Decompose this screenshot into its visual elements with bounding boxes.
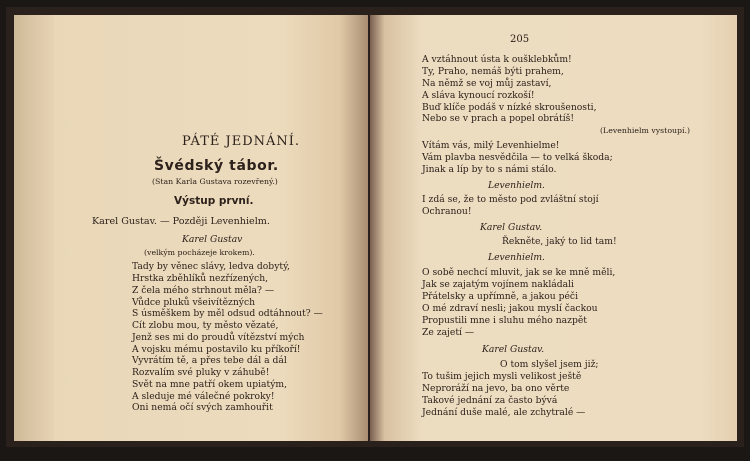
verse-line: Z čela mého strhnout měla? — <box>132 285 275 296</box>
speaker-name: Levenhielm. <box>488 252 545 263</box>
verse-line: A sleduje mé válečné pokroky! <box>132 391 275 402</box>
verse-line: Vyvrátím tě, a přes tebe dál a dál <box>132 355 287 366</box>
verse-line: Vítám vás, milý Levenhielme! <box>422 140 560 151</box>
verse-line: Svět na mne patří okem upiatým, <box>132 379 288 390</box>
verse-line: O sobě nechcí mluvit, jak se ke mně měli, <box>422 267 616 278</box>
act-title: Švédský tábor. <box>154 158 279 174</box>
verse-line: Jednání duše malé, ale zchytralé — <box>422 407 586 418</box>
verse-line: To tušim jejich mysli velikost ještě <box>422 371 582 382</box>
page-number: 205 <box>510 34 530 45</box>
speaker-name: Karel Gustav. <box>480 222 543 233</box>
verse-line: A vojsku mému postavilo ku příkoří! <box>132 344 301 355</box>
stage-direction: (Levenhielm vystoupí.) <box>600 126 691 135</box>
scene-heading: Výstup první. <box>174 195 254 207</box>
verse-line: Jak se zajatým vojínem nakládali <box>422 279 574 290</box>
verse-line: Tady by věnec slávy, ledva dobytý, <box>132 261 290 272</box>
speaker-name: Karel Gustav <box>182 234 243 245</box>
act-heading: PÁTÉ JEDNÁNÍ. <box>182 134 301 149</box>
verse-line: Cít zlobu mou, ty město vězaté, <box>132 320 279 331</box>
verse-line: Ty, Praho, nemáš býti prahem, <box>422 66 564 77</box>
verse-line: A sláva kynoucí rozkoší! <box>422 90 535 101</box>
verse-line: Řekněte, jaký to lid tam! <box>502 236 617 247</box>
verse-line: O tom slyšel jsem již; <box>500 359 599 370</box>
open-book <box>6 7 744 447</box>
cast-line: Karel Gustav. — Později Levenhielm. <box>92 216 270 227</box>
verse-line: Jinak a líp by to s námi stálo. <box>422 164 557 175</box>
stage-setting: (Stan Karla Gustava rozevřený.) <box>152 177 278 186</box>
verse-line: Nebo se v prach a popel obrátíš! <box>422 113 575 124</box>
verse-line: Na němž se voj můj zastaví, <box>422 78 552 89</box>
verse-line: Hrstka zběhlíků nezřízených, <box>132 273 269 284</box>
verse-line: Buď klíče podáš v nízké skroušenosti, <box>422 102 597 113</box>
stage-direction: (velkým pocházeje krokem). <box>144 248 255 257</box>
verse-line: Vůdce pluků všeivítězných <box>132 297 256 308</box>
verse-line: Propustili mne i sluhu mého nazpět <box>422 315 587 326</box>
verse-line: Ze zajetí — <box>422 327 475 338</box>
verse-line: Ochranou! <box>422 206 472 217</box>
speaker-name: Karel Gustav. <box>482 344 545 355</box>
page-edge <box>14 15 54 441</box>
verse-line: Přátelsky a upřímně, a jakou péči <box>422 291 579 302</box>
verse-line: Vám plavba nesvědčila — to velká škoda; <box>422 152 613 163</box>
verse-line: Neproráží na jevo, ba ono věrte <box>422 383 570 394</box>
verse-line: Takové jednání za často bývá <box>422 395 558 406</box>
verse-line: Oni nemá očí svých zamhouřit <box>132 402 273 413</box>
speaker-name: Levenhielm. <box>488 180 545 191</box>
verse-line: Jenž ses mi do proudů vítězství mých <box>132 332 305 343</box>
left-page <box>14 15 368 441</box>
right-page <box>370 15 737 441</box>
verse-line: S úsměškem by měl odsud odtáhnout? — <box>132 308 323 319</box>
verse-line: I zdá se, že to město pod zvláštní stojí <box>422 194 599 205</box>
verse-line: Rozvalím své pluky v záhubě! <box>132 367 270 378</box>
verse-line: A vztáhnout ústa k oušklebkům! <box>422 54 572 65</box>
verse-line: O mé zdraví nesli; jakou myslí čackou <box>422 303 598 314</box>
